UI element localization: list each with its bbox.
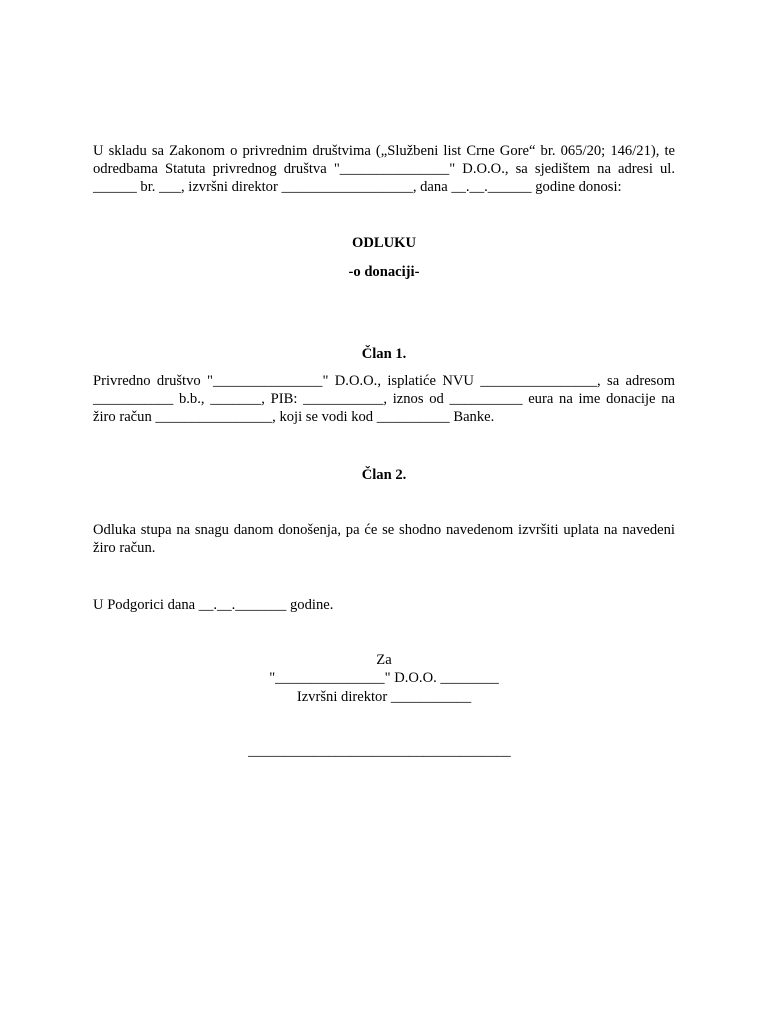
intro-paragraph: U skladu sa Zakonom o privrednim društvima („Službeni list Crne Gore“ br. 065/20; 146/21), te odredbama Statuta privrednog društva "_______________" D.O.O., sa sjedištem na adresi ul. ______ br. ___, izvršni direktor __________________, dana __.__.______ godine donosi:: [93, 143, 675, 195]
signature-za: Za: [376, 652, 392, 668]
article-1-body: Privredno društvo "_______________" D.O.O., isplatiće NVU ________________, sa adresom ___________ b.b., _______, PIB: ___________, iznos od __________ eura na ime donacije na žiro račun ________________, koji se vodi kod __________ Banke.: [93, 373, 675, 425]
signature-director: Izvršni direktor ___________: [296, 689, 472, 705]
place-date-line: U Podgorici dana __.__._______ godine.: [93, 597, 334, 613]
signature-line: ____________________________________: [248, 743, 511, 759]
article-2-body: Odluka stupa na snagu danom donošenja, pa će se shodno navedenom izvršiti uplata na navedeni žiro račun.: [93, 522, 675, 556]
article-1-heading: Član 1.: [361, 346, 407, 362]
signature-company: "_______________" D.O.O. ________: [269, 670, 499, 686]
document-title: ODLUKU: [351, 235, 417, 251]
document-subtitle: -o donaciji-: [348, 264, 420, 280]
article-2-heading: Član 2.: [361, 467, 407, 483]
